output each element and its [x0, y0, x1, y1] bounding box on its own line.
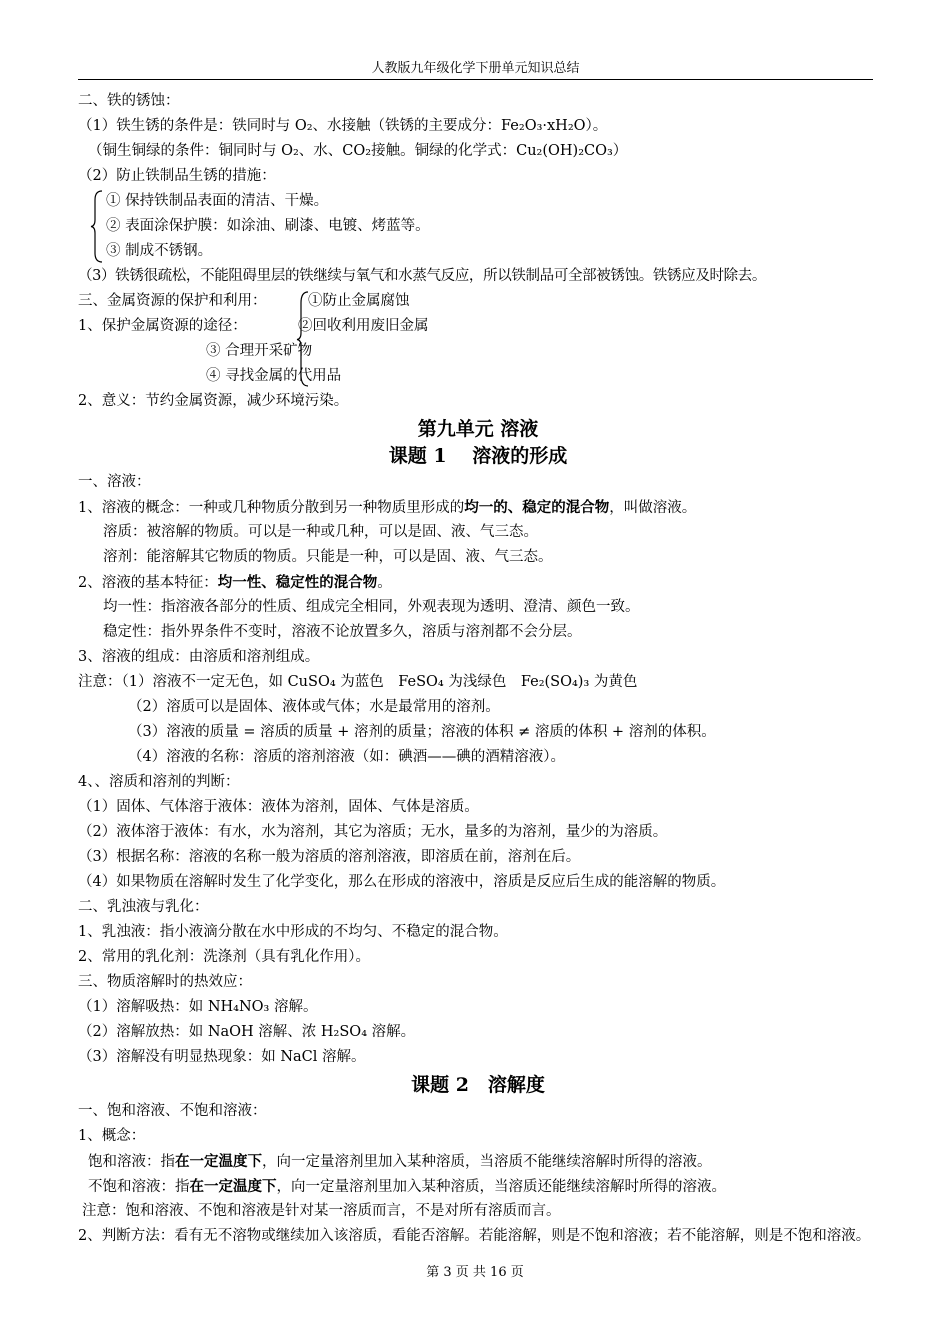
- judge-4: （4）如果物质在溶解时发生了化学变化，那么在形成的溶液中，溶质是反应后生成的能溶解的物质。: [78, 874, 726, 890]
- page-footer: 第 3 页 共 16 页: [426, 1265, 524, 1280]
- heat-release: （2）溶解放热：如 NaOH 溶解、浓 H₂SO₄ 溶解。: [78, 1024, 416, 1040]
- protection-ways-label: 1、保护金属资源的途径：: [78, 318, 247, 334]
- judge-1: （1）固体、气体溶于液体：液体为溶剂，固体、气体是溶质。: [78, 799, 479, 815]
- note-1: 注意：（1）溶液不一定无色，如 CuSO₄ 为蓝色 FeSO₄ 为浅绿色 Fe₂(SO₄)₃ 为黄色: [78, 674, 638, 690]
- note-3: （3）溶液的质量 = 溶质的质量 + 溶剂的质量；溶液的体积 ≠ 溶质的体积 + 溶剂的体积。: [128, 724, 716, 740]
- rust-prevention-heading: （2）防止铁制品生锈的措施：: [78, 168, 276, 184]
- document-body: [78, 89, 878, 1249]
- note-4: （4）溶液的名称：溶质的溶剂溶液（如：碘酒——碘的酒精溶液）。: [128, 749, 565, 765]
- protection-heading: 三、金属资源的保护和利用：: [78, 293, 267, 309]
- heat-none: （3）溶解没有明显热现象：如 NaCl 溶解。: [78, 1049, 366, 1065]
- judge-3: （3）根据名称：溶液的名称一般为溶质的溶剂溶液，即溶质在前，溶剂在后。: [78, 849, 581, 865]
- unsaturated-def: 不饱和溶液：指在一定温度下，向一定量溶剂里加入某种溶质，当溶质还能继续溶解时所得的溶液。: [88, 1178, 726, 1195]
- saturation-heading: 一、饱和溶液、不饱和溶液：: [78, 1103, 267, 1119]
- emulsion-def: 1、乳浊液：指小液滴分散在水中形成的不均匀、不稳定的混合物。: [78, 924, 508, 940]
- heat-absorb: （1）溶解吸热：如 NH₄NO₃ 溶解。: [78, 999, 318, 1015]
- solution-concept: 1、溶液的概念：一种或几种物质分散到另一种物质里形成的均一的、稳定的混合物，叫做溶液。: [78, 499, 697, 516]
- measure-item-1: ① 保持铁制品表面的清洁、干燥。: [106, 193, 329, 209]
- emulsifier: 2、常用的乳化剂：洗涤剂（具有乳化作用）。: [78, 949, 370, 965]
- rust-heading: 二、铁的锈蚀：: [78, 93, 180, 109]
- metal-protection-block: [78, 289, 878, 389]
- rust-measures: [78, 189, 878, 264]
- protection-meaning: 2、意义：节约金属资源，减少环境污染。: [78, 393, 349, 409]
- solute-definition: 溶质：被溶解的物质。可以是一种或几种，可以是固、液、气三态。: [103, 524, 538, 540]
- solution-features: 2、溶液的基本特征：均一性、稳定性的混合物。: [78, 574, 392, 591]
- way-item-2: ②回收利用废旧金属: [298, 318, 429, 334]
- stability: 稳定性：指外界条件不变时，溶液不论放置多久，溶质与溶剂都不会分层。: [103, 624, 582, 640]
- measure-item-2: ② 表面涂保护膜：如涂油、刷漆、电镀、烤蓝等。: [106, 218, 430, 234]
- measure-item-3: ③ 制成不锈钢。: [106, 243, 213, 259]
- solvent-definition: 溶剂：能溶解其它物质的物质。只能是一种，可以是固、液、气三态。: [103, 549, 553, 565]
- rust-condition: （1）铁生锈的条件是：铁同时与 O₂、水接触（铁锈的主要成分：Fe₂O₃·xH₂O）。: [78, 118, 608, 134]
- judge-heading: 4、、溶质和溶剂的判断：: [78, 774, 240, 790]
- emulsion-heading: 二、乳浊液与乳化：: [78, 899, 209, 915]
- unit-title: 第九单元 溶液: [417, 418, 539, 440]
- saturated-def: 饱和溶液：指在一定温度下，向一定量溶剂里加入某种溶质，当溶质不能继续溶解时所得的溶液。: [88, 1153, 712, 1170]
- uniformity: 均一性：指溶液各部分的性质、组成完全相同，外观表现为透明、澄清、颜色一致。: [103, 599, 640, 615]
- solution-composition: 3、溶液的组成：由溶质和溶剂组成。: [78, 649, 320, 665]
- rust-note: （3）铁锈很疏松，不能阻碍里层的铁继续与氧气和水蒸气反应，所以铁制品可全部被锈蚀。铁锈应及时除去。: [78, 268, 767, 284]
- heat-heading: 三、物质溶解时的热效应：: [78, 974, 252, 990]
- saturation-note: 注意：饱和溶液、不饱和溶液是针对某一溶质而言，不是对所有溶质而言。: [82, 1203, 561, 1219]
- lesson-2-title: 课题 2 溶解度: [411, 1074, 545, 1096]
- way-item-4: ④ 寻找金属的代用品: [206, 368, 342, 384]
- saturation-concept: 1、概念：: [78, 1128, 146, 1144]
- way-item-3: ③ 合理开采矿物: [206, 343, 313, 359]
- page-header: 人教版九年级化学下册单元知识总结: [78, 60, 873, 80]
- note-2: （2）溶质可以是固体、液体或气体；水是最常用的溶剂。: [128, 699, 500, 715]
- saturation-method: 2、判断方法：看有无不溶物或继续加入该溶质，看能否溶解。若能溶解，则是不饱和溶液；若不能溶解，则是不饱和溶液。: [78, 1228, 871, 1244]
- judge-2: （2）液体溶于液体：有水，水为溶剂，其它为溶质；无水，量多的为溶剂，量少的为溶质。: [78, 824, 668, 840]
- way-item-1: ①防止金属腐蚀: [308, 293, 410, 309]
- left-brace-icon: [90, 190, 104, 263]
- copper-condition: （铜生铜绿的条件：铜同时与 O₂、水、CO₂接触。铜绿的化学式：Cu₂(OH)₂CO₃）: [88, 143, 628, 159]
- solution-heading: 一、溶液：: [78, 474, 151, 490]
- lesson-1-title: 课题 1 溶液的形成: [388, 445, 568, 467]
